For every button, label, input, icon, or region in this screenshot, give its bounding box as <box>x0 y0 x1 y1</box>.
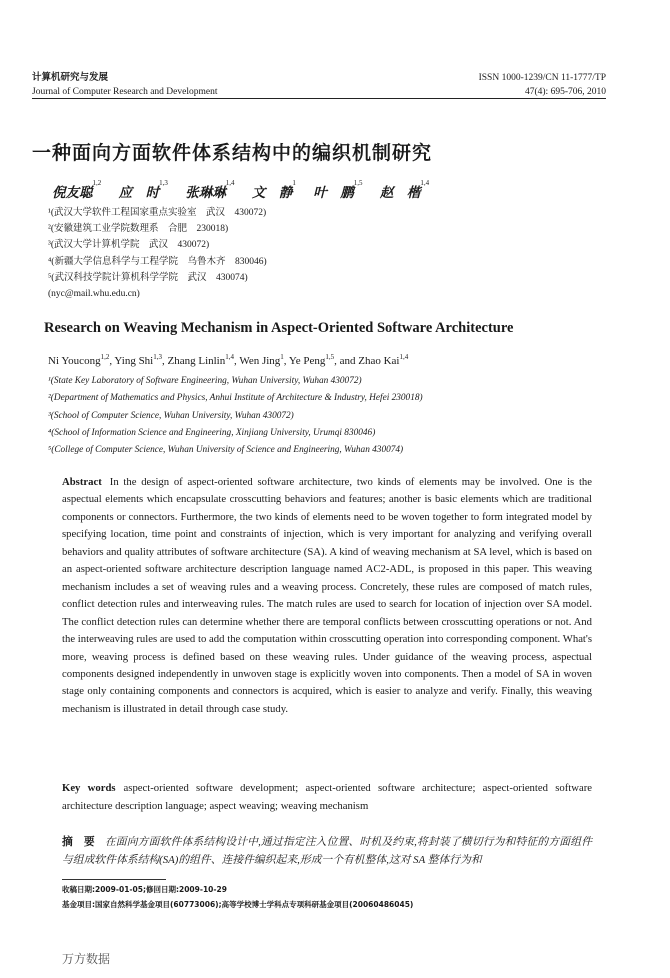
affiliation-cn: ⁵(武汉科技学院计算机科学学院 武汉 430074) <box>48 272 248 283</box>
affiliations-en <box>48 373 423 459</box>
author-en: and Zhao Kai$^{1,4}$ <box>339 353 409 367</box>
affiliation-cn: ³(武汉大学计算机学院 武汉 430072) <box>48 240 210 251</box>
keywords-label: Key words <box>62 782 116 794</box>
title-en: Research on Weaving Mechanism in Aspect-Oriented Software Architecture <box>44 320 514 336</box>
affiliation-cn: ⁴(新疆大学信息科学与工程学院 乌鲁木齐 830046) <box>48 256 267 267</box>
author-cn: 应 时$^{1,3}$ <box>118 179 168 200</box>
author-cn: 赵 楷$^{1,4}$ <box>379 179 430 200</box>
footnote-funding: 基金项目:国家自然科学基金项目(60773006);高等学校博士学科点专项科研基金项目(20060486045) <box>62 900 414 909</box>
journal-name-en: Journal of Computer Research and Development <box>32 87 218 97</box>
abstract <box>62 474 592 718</box>
affiliations-cn <box>48 205 267 302</box>
author-cn: 倪友聪$^{1,2}$ <box>52 179 102 200</box>
footnote-rule <box>62 879 166 880</box>
title-cn: 一种面向方面软件体系结构中的编织机制研究 <box>32 142 433 164</box>
author-cn: 叶 鹏$^{1,5}$ <box>313 179 363 200</box>
header-rule <box>32 98 606 99</box>
keywords <box>62 780 592 815</box>
abstract-cn <box>62 833 592 869</box>
footnote-dates: 收稿日期:2009-01-05;修回日期:2009-10-29 <box>62 885 227 894</box>
affiliation-en: ⁵(College of Computer Science, Wuhan University of Science and Engineering, Wuhan 430074) <box>48 445 404 456</box>
authors-cn <box>52 181 443 201</box>
issn: ISSN 1000-1239/CN 11-1777/TP <box>478 73 606 83</box>
author-cn: 张琳琳$^{1,4}$ <box>185 179 235 200</box>
authors-en: Ni Youcong$^{1,2}$, Ying Shi$^{1,3}$, Zhang Linlin$^{1,4}$, Wen Jing$^1$, Ye Peng$^{1,5}$, and Zhao Kai$^{1,4}$ <box>48 353 409 367</box>
affiliation-cn: ²(安徽建筑工业学院数理系 合肥 230018) <box>48 224 229 235</box>
author-en: Ni Youcong$^{1,2}$ <box>48 353 110 367</box>
author-en: Ye Peng$^{1,5}$ <box>288 353 335 367</box>
affiliation-en: ²(Department of Mathematics and Physics, Anhui Institute of Architecture & Industry, Hefei 230018) <box>48 393 423 404</box>
affiliation-en: ⁴(School of Information Science and Engineering, Xinjiang University, Urumqi 830046) <box>48 427 376 438</box>
affiliation-en: ³(School of Computer Science, Wuhan University, Wuhan 430072) <box>48 410 294 421</box>
affiliation-cn: ¹(武汉大学软件工程国家重点实验室 武汉 430072) <box>48 208 267 218</box>
keywords-text: aspect-oriented software development; aspect-oriented software architecture; aspect-oriented software architecture description language; aspect weaving; weaving mechanism <box>62 782 592 812</box>
author-cn: 文 静$^1$ <box>251 179 296 200</box>
abstract-cn-label: 摘 要 <box>62 836 95 848</box>
abstract-cn-text: 在面向方面软件体系结构设计中,通过指定注入位置、时机及约束,将封装了横切行为和特征的方面组件与组成软件体系结构(SA)的组件、连接件编织起来,形成一个有机整体,这对 SA 整体行为和 <box>62 836 592 866</box>
watermark: 万方数据 <box>62 952 111 966</box>
abstract-text: In the design of aspect-oriented software architecture, two kinds of elements may be involved. One is the aspectual elements which encapsulate crosscutting behaviors and features; another is basic elements which are traditional components or connectors. Furthermore, the two kinds of elements need to be woven together to form integrated model by specifying location, time point and constraints of injection, which is very important for analyzing and verifying overall behaviors and quality attributes of software architecture (SA). A kind of weaving mechanism at SA level, which is based on an aspect-oriented software architecture description language named AC2-ADL, is proposed in this paper. This weaving mechanism includes a set of weaving rules and a weaving process. Concretely, these rules are composed of match rules, conflict detection rules and interweaving rules. The match rules are used to search for location of injection over SA model. The conflict detection rules can determine whether there are temporal conflicts between crosscutting operations or not. And the interweaving rules are used to add the computation within crosscutting operation into corresponding component. What's more, weaving process is defined based on these weaving rules. Under guidance of the weaving process, aspectual components designed independently in unwoven stage is explicitly woven into components. Then a model of SA in woven stage only containing components and connectors is acquired, which is easier to analyze and verify. Finally, this weaving mechanism is illustrated in detail through case study. <box>62 476 592 715</box>
abstract-label: Abstract <box>62 476 102 488</box>
journal-name-cn: 计算机研究与发展 <box>32 72 109 83</box>
affiliation-en: ¹(State Key Laboratory of Software Engineering, Wuhan University, Wuhan 430072) <box>48 376 362 386</box>
issue-info: 47(4): 695-706, 2010 <box>524 87 606 97</box>
author-en: Ying Shi$^{1,3}$ <box>114 353 162 367</box>
author-en: Zhang Linlin$^{1,4}$ <box>167 353 234 367</box>
author-en: Wen Jing$^1$ <box>239 353 284 367</box>
contact-email: (nyc@mail.whu.edu.cn) <box>48 289 140 300</box>
